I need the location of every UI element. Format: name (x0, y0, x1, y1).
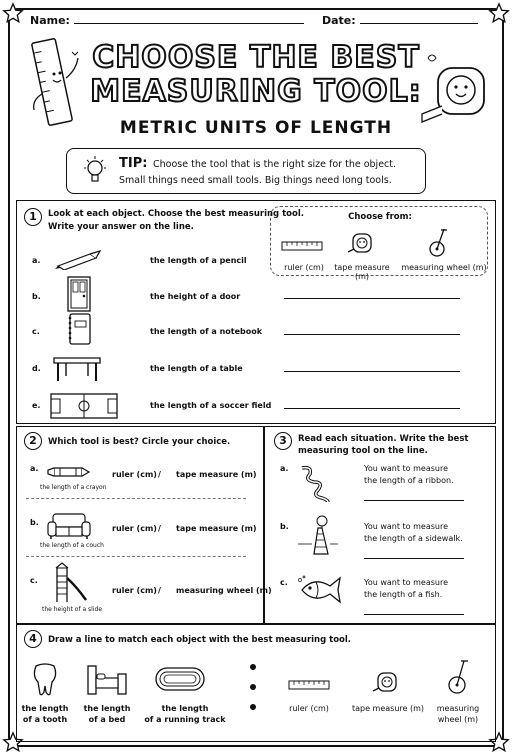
item-2b-caption: the length of a couch (40, 542, 104, 549)
running-track-icon (154, 666, 206, 692)
bed-icon (86, 664, 128, 696)
item-1c-letter: c. (32, 327, 40, 336)
tip-text-line-2: Small things need small tools. Big things need long tools. (119, 175, 392, 186)
item-1d-letter: d. (32, 364, 41, 373)
item-3c-line-2: the length of a fish. (364, 590, 443, 599)
measuring-wheel-icon (446, 658, 470, 694)
section-1-instruction-line-1: Look at each object. Choose the best measuring tool. (48, 209, 304, 219)
item-3c-line-1: You want to measure (364, 578, 448, 587)
subtitle: METRIC UNITS OF LENGTH (119, 118, 393, 138)
option-2c-sep: / (158, 586, 161, 595)
match-tool-3-line-2: wheel (m) (437, 715, 479, 724)
match-object-1-line-2: of a tooth (22, 715, 68, 724)
table-icon (52, 352, 102, 382)
item-2a-caption: the length of a crayon (40, 484, 107, 491)
item-2c-letter: c. (30, 576, 38, 585)
match-object-2-line-1: the length (83, 704, 131, 713)
title-line-1: CHOOSE THE BEST (92, 40, 420, 75)
name-label: Name: (30, 14, 70, 27)
sidewalk-icon (296, 514, 340, 556)
option-2c-2[interactable]: measuring wheel (m) (176, 586, 272, 595)
section-3-number: 3 (274, 432, 292, 450)
item-1e-letter: e. (32, 401, 41, 410)
star-icon (2, 2, 24, 24)
name-field[interactable] (30, 14, 304, 27)
choose-from-box (270, 206, 488, 281)
answer-line-1b[interactable] (284, 298, 460, 299)
item-3b-line-1: You want to measure (364, 522, 448, 531)
section-1-number: 1 (24, 208, 42, 226)
section-3-instruction-line-2: measuring tool on the line. (298, 446, 428, 456)
answer-line-3a[interactable] (364, 500, 464, 501)
answer-line-3c[interactable] (364, 614, 464, 615)
answer-line-1e[interactable] (284, 408, 460, 409)
option-2b-sep: / (158, 524, 161, 533)
tape-measure-icon (347, 231, 373, 255)
tip-text-line-1: Choose the tool that is the right size for the object. (153, 159, 397, 170)
pencil-icon (54, 250, 102, 270)
match-object-1-line-1: the length (21, 704, 69, 713)
tip-label: TIP: (119, 156, 148, 171)
divider (26, 556, 246, 557)
divider (26, 498, 246, 499)
option-2a-1[interactable]: ruler (cm) (112, 470, 157, 479)
choose-tool-tape-measure: tape measure (m) (334, 263, 390, 281)
match-object-3-line-1: the length (161, 704, 209, 713)
option-2a-2[interactable]: tape measure (m) (176, 470, 257, 479)
section-3-instruction-line-1: Read each situation. Write the best (298, 434, 469, 444)
item-1c-text: the length of a notebook (150, 327, 263, 336)
item-1d-text: the length of a table (150, 364, 243, 373)
tip-box (66, 148, 426, 194)
star-icon (488, 2, 510, 24)
choose-from-label: Choose from: (348, 212, 412, 222)
item-1b-letter: b. (32, 292, 41, 301)
ruler-character-icon (26, 34, 88, 130)
item-1b-text: the height of a door (150, 292, 241, 301)
item-3b-line-2: the length of a sidewalk. (364, 534, 463, 543)
match-tool-3-line-1: measuring (436, 704, 480, 713)
item-3c-letter: c. (280, 578, 288, 587)
section-2-instruction: Which tool is best? Circle your choice. (48, 437, 231, 447)
notebook-icon (66, 313, 92, 345)
answer-line-1c[interactable] (284, 334, 460, 335)
soccer-field-icon (50, 393, 118, 419)
name-input-line[interactable] (74, 14, 304, 24)
section-4-number: 4 (24, 630, 42, 648)
item-1a-letter: a. (32, 256, 41, 265)
match-dot[interactable] (250, 684, 256, 690)
item-3a-letter: a. (280, 464, 289, 473)
ribbon-icon (298, 464, 332, 504)
section-1-instruction-line-2: Write your answer on the line. (48, 222, 194, 232)
match-object-2-line-2: of a bed (88, 715, 126, 724)
lightbulb-icon (81, 155, 109, 189)
date-label: Date: (322, 14, 356, 27)
door-icon (66, 276, 92, 312)
item-3a-line-2: the length of a ribbon. (364, 476, 454, 485)
match-tool-2-line-1: tape measure (m) (351, 704, 425, 713)
date-field[interactable] (322, 14, 478, 27)
tooth-icon (32, 662, 58, 696)
measuring-wheel-icon (427, 227, 449, 257)
tape-measure-icon (372, 670, 398, 694)
option-2c-1[interactable]: ruler (cm) (112, 586, 157, 595)
answer-line-3b[interactable] (364, 558, 464, 559)
title-line-2: MEASURING TOOL: (90, 74, 422, 109)
item-3b-letter: b. (280, 522, 289, 531)
date-input-line[interactable] (360, 14, 478, 24)
match-tool-1-line-1: ruler (cm) (289, 704, 329, 713)
answer-line-1d[interactable] (284, 371, 460, 372)
item-1e-text: the length of a soccer field (150, 401, 272, 410)
option-2b-2[interactable]: tape measure (m) (176, 524, 257, 533)
match-dot[interactable] (250, 704, 256, 710)
crayon-icon (46, 466, 90, 478)
item-3a-line-1: You want to measure (364, 464, 448, 473)
option-2a-sep: / (158, 470, 161, 479)
option-2b-1[interactable]: ruler (cm) (112, 524, 157, 533)
item-2a-letter: a. (30, 464, 39, 473)
couch-icon (46, 512, 92, 540)
choose-tool-ruler: ruler (cm) (284, 263, 324, 272)
section-4-instruction: Draw a line to match each object with the best measuring tool. (48, 635, 352, 645)
ruler-icon (281, 241, 323, 251)
slide-icon (48, 562, 88, 604)
section-2-number: 2 (24, 432, 42, 450)
match-object-3-line-2: of a running track (144, 715, 226, 724)
choose-tool-measuring-wheel: measuring wheel (m) (401, 263, 487, 272)
ruler-icon (288, 680, 330, 690)
fish-icon (296, 574, 344, 606)
item-2c-caption: the height of a slide (42, 606, 103, 613)
item-2b-letter: b. (30, 518, 39, 527)
match-dot[interactable] (250, 664, 256, 670)
item-1a-text: the length of a pencil (150, 256, 247, 265)
